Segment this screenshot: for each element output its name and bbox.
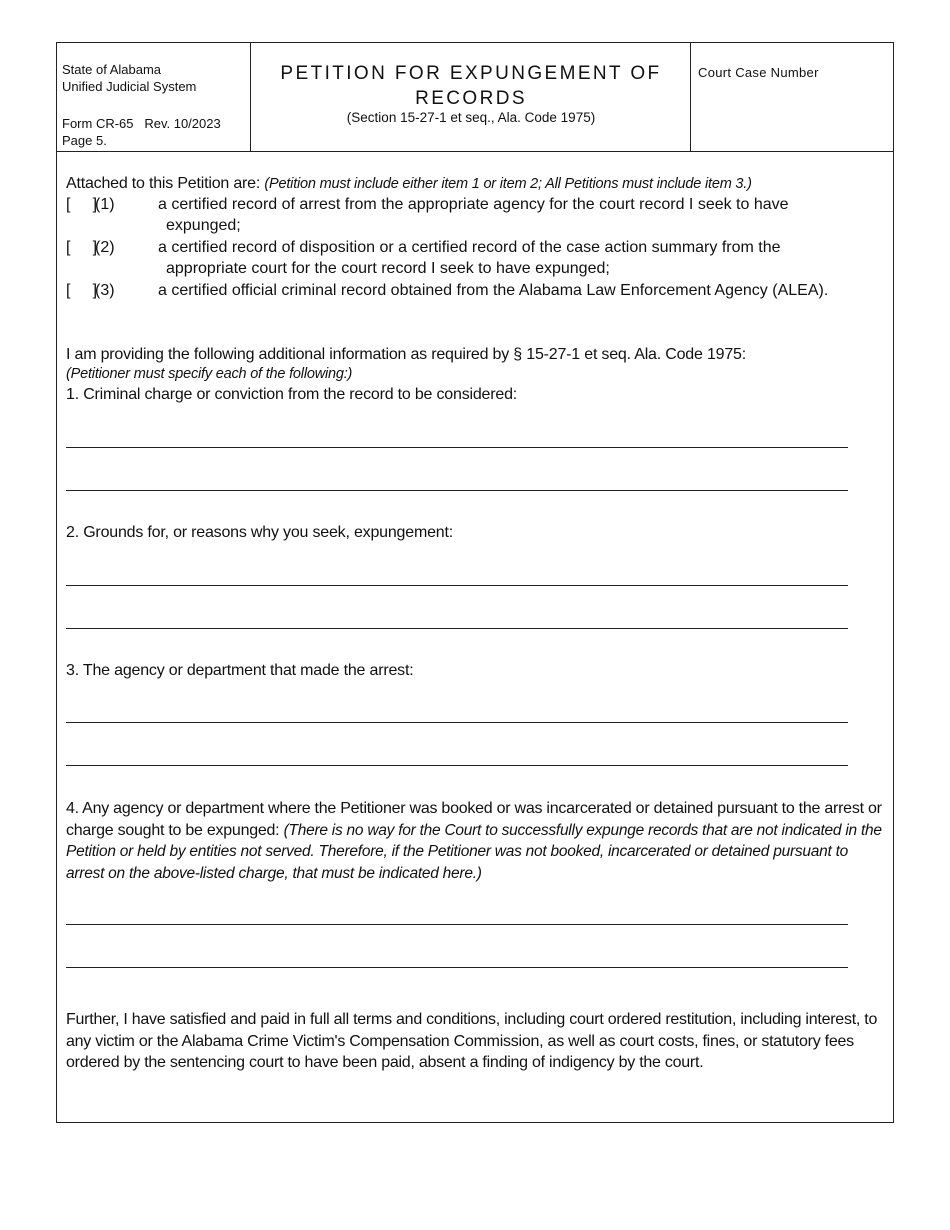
attachment-number-2: (2) [95, 239, 115, 256]
petition-form [56, 42, 894, 1123]
attachment-text-2-cont: appropriate court for the court record I seek to have expunged; [166, 260, 610, 277]
question-1-answer-line-1[interactable] [66, 447, 848, 448]
form-header [57, 43, 893, 152]
attachment-checkbox-3[interactable]: [ ] [66, 282, 98, 299]
form-title: PETITION FOR EXPUNGEMENT OF RECORDS [280, 63, 662, 109]
case-number-label: Court Case Number [698, 65, 819, 80]
question-3-answer-line-2[interactable] [66, 765, 848, 766]
attachment-number-3: (3) [95, 282, 115, 299]
attachment-number-1: (1) [95, 196, 115, 213]
form-number: Form CR-65 Rev. 10/2023 [62, 116, 221, 131]
question-2-answer-line-1[interactable] [66, 585, 848, 586]
question-4-note: (There is no way for the Court to successfully expunge records that are not indicated in the Petition or held by entities not served. Therefore, if the Petitioner was not booked, incarcerated or detained pursuant to arrest on the above-listed charge, that must be indicated here.) [66, 821, 882, 882]
attachment-text-1-cont: expunged; [166, 217, 241, 234]
system-name: Unified Judicial System [62, 79, 197, 94]
attachments-instruction: (Petition must include either item 1 or item 2; All Petitions must include item 3.) [264, 176, 752, 192]
question-4-block [66, 798, 888, 884]
additional-info-intro: I am providing the following additional information as required by § 15-27-1 et seq. Ala. Code 1975: [66, 346, 746, 363]
attachment-checkbox-2[interactable]: [ ] [66, 239, 98, 256]
question-4-label: 4. Any agency or department where the Petitioner was booked or was incarcerated or detained pursuant to the arrest or charge sought to be expunged: [66, 800, 882, 839]
additional-info-instruction: (Petitioner must specify each of the following:) [66, 366, 353, 382]
attachment-text-3: a certified official criminal record obtained from the Alabama Law Enforcement Agency (ALEA). [158, 282, 829, 299]
question-2-label: 2. Grounds for, or reasons why you seek, expungement: [66, 524, 453, 541]
question-1-answer-line-2[interactable] [66, 490, 848, 491]
attachment-checkbox-1[interactable]: [ ] [66, 196, 98, 213]
question-3-answer-line-1[interactable] [66, 722, 848, 723]
page-number: Page 5. [62, 133, 107, 148]
header-case-cell[interactable] [691, 43, 893, 151]
closing-statement: Further, I have satisfied and paid in full all terms and conditions, including court ordered restitution, including interest, to any victim or the Alabama Crime Victim's Compensation Commission, as well as court costs, fines, or statutory fees ordered by the sentencing court to have been paid, absent a finding of indigency by the court. [66, 1011, 878, 1071]
question-2-answer-line-2[interactable] [66, 628, 848, 629]
question-4-answer-line-2[interactable] [66, 967, 848, 968]
question-4-answer-line-1[interactable] [66, 924, 848, 925]
attachments-intro: Attached to this Petition are: [66, 175, 261, 192]
attachments-intro-line [66, 173, 752, 195]
header-agency-cell [57, 43, 251, 151]
question-1-label: 1. Criminal charge or conviction from the record to be considered: [66, 386, 518, 403]
state-name: State of Alabama [62, 62, 162, 77]
form-subtitle: (Section 15-27-1 et seq., Ala. Code 1975) [346, 110, 596, 125]
attachment-text-2: a certified record of disposition or a certified record of the case action summary from the [158, 239, 781, 256]
question-3-label: 3. The agency or department that made the arrest: [66, 662, 414, 679]
header-title-cell [251, 43, 691, 151]
attachment-text-1: a certified record of arrest from the appropriate agency for the court record I seek to have [158, 196, 789, 213]
